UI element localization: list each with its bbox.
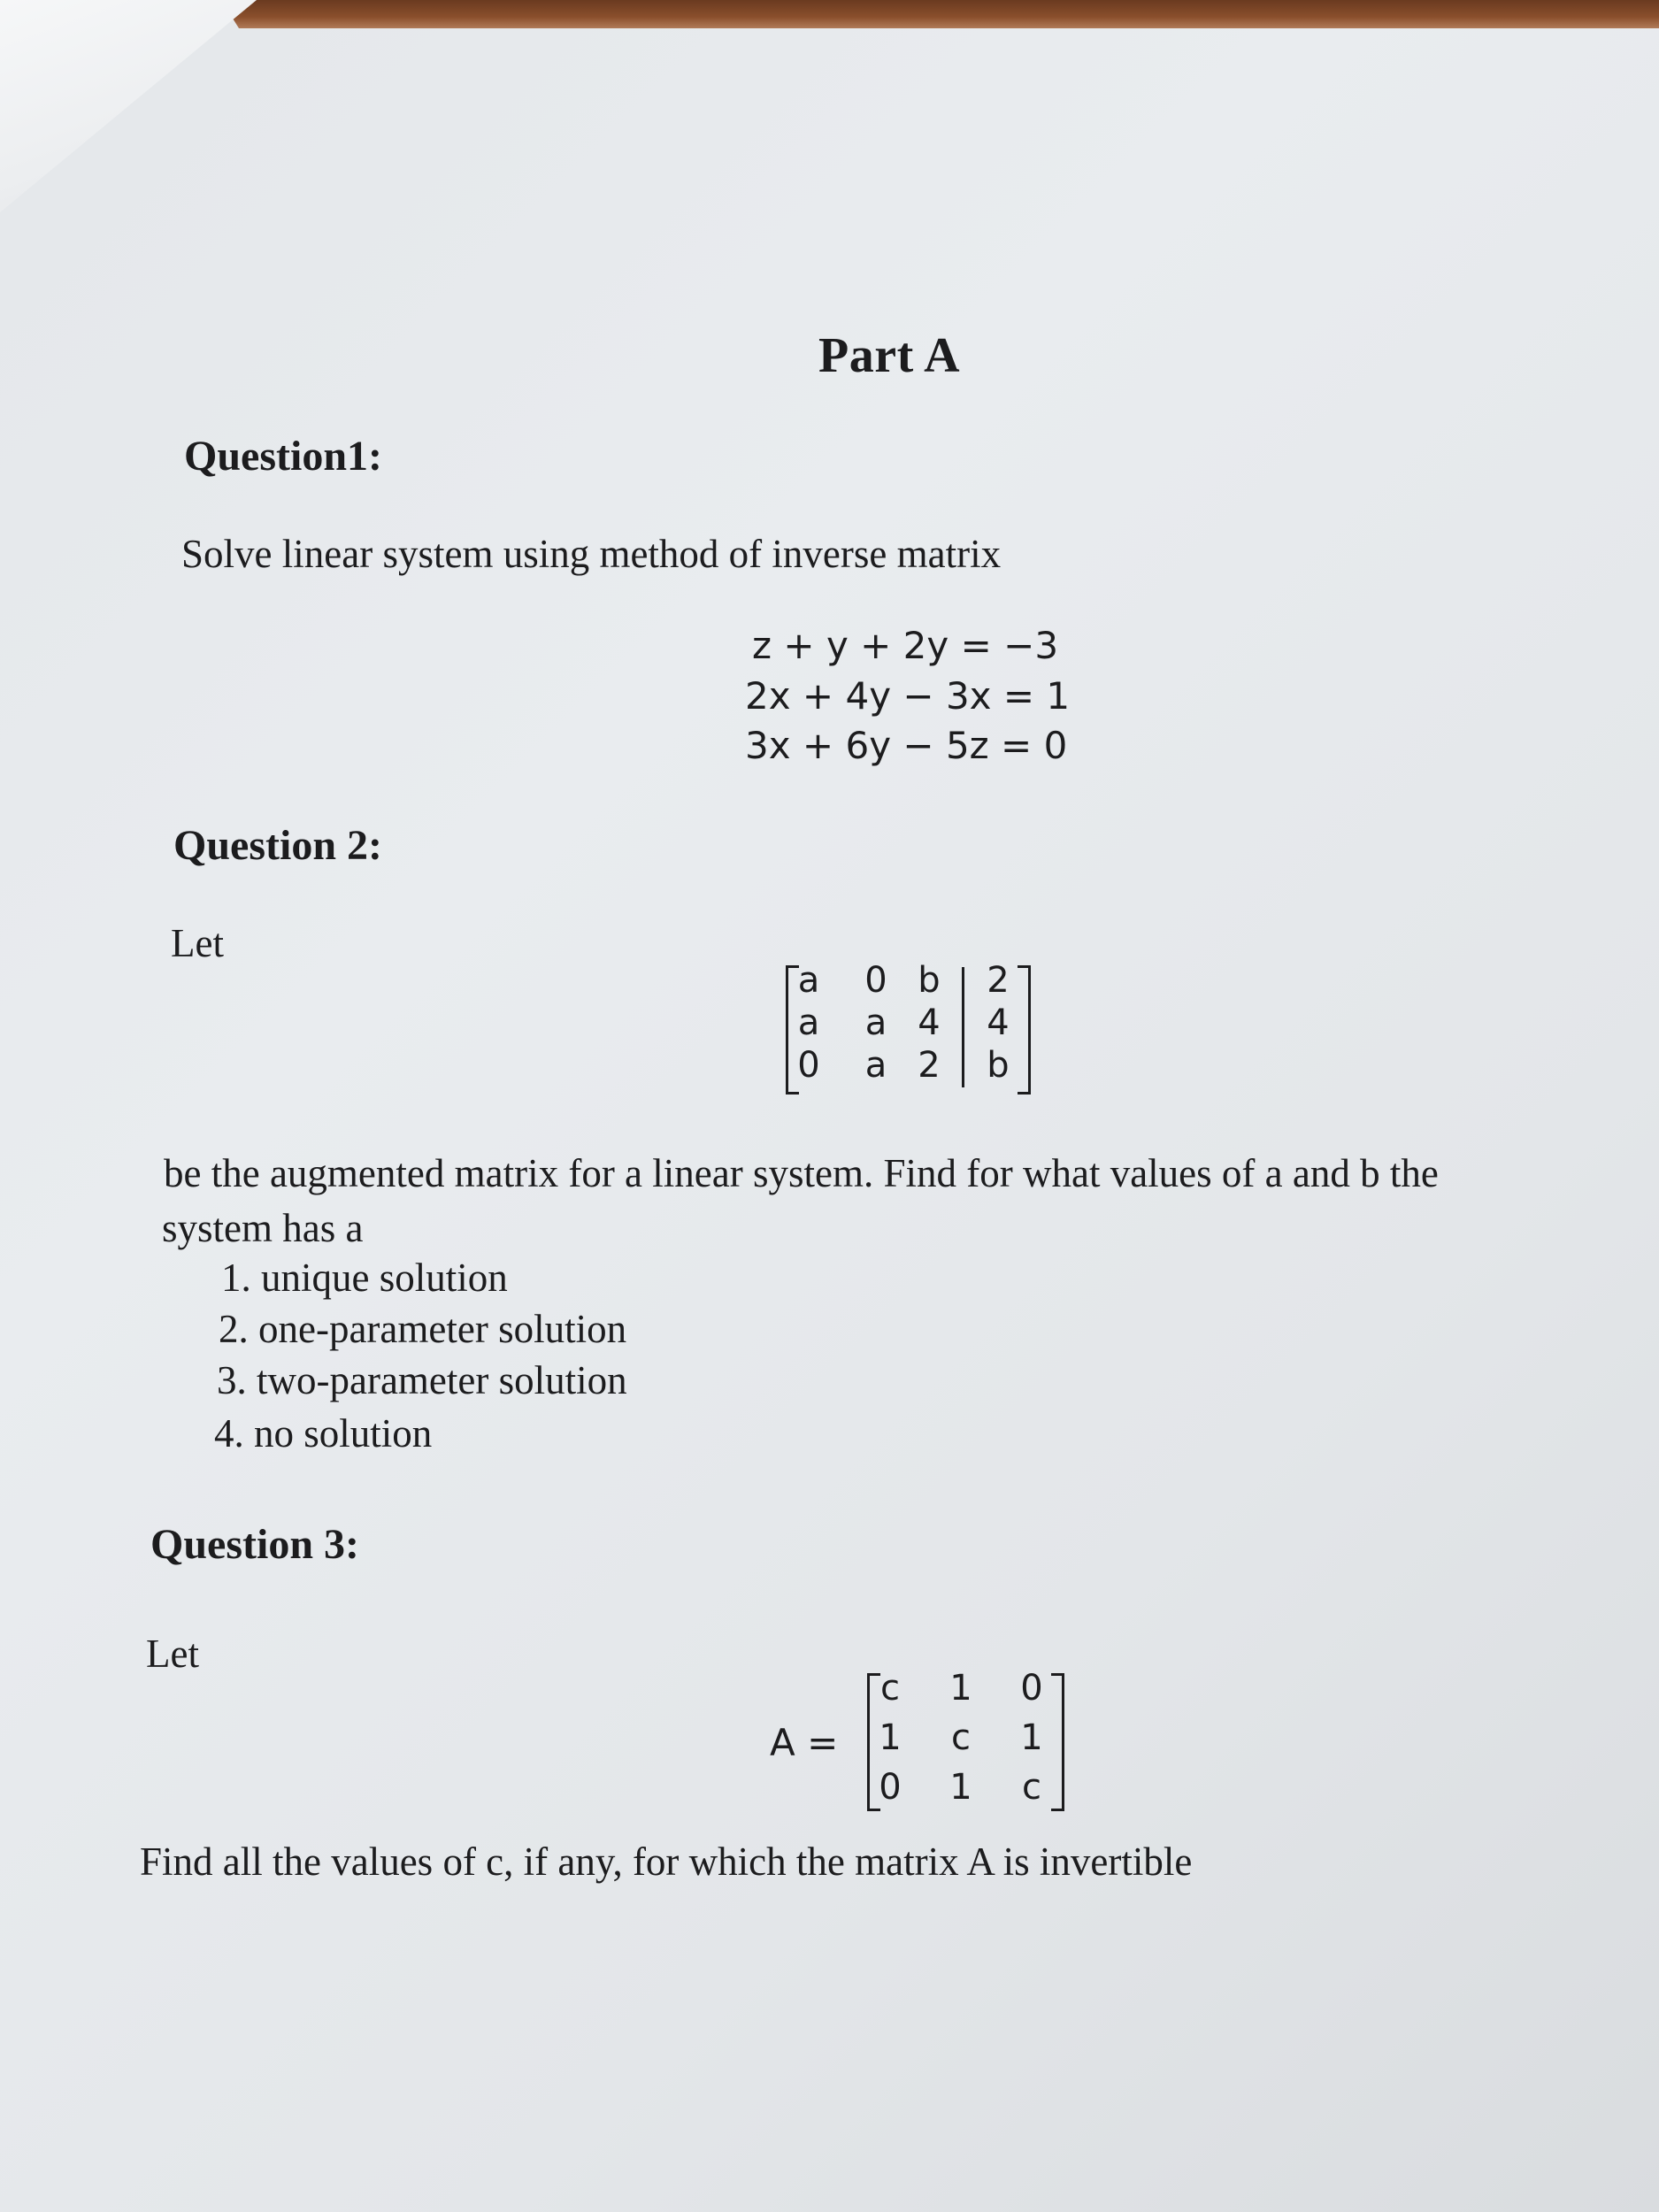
matrix-cell: a — [864, 1045, 887, 1086]
option-item-1: 1. unique solution — [221, 1256, 508, 1300]
question2-description-line2: system has a — [162, 1206, 364, 1250]
matrix-A-cell: c — [1022, 1767, 1041, 1808]
equation-3: 3x + 6y − 5z = 0 — [745, 724, 1068, 767]
question2-heading: Question 2: — [173, 822, 383, 869]
question2-let: Let — [171, 921, 224, 965]
matrix-cell: a — [864, 1002, 887, 1043]
augment-divider — [962, 967, 964, 1087]
matrix-cell: b — [987, 1045, 1010, 1086]
matrix-A-cell: 1 — [1020, 1717, 1043, 1758]
page-title: Part A — [818, 328, 961, 383]
matrix-A-label: A = — [770, 1721, 839, 1764]
matrix-A — [770, 1668, 1071, 1818]
equation-1: z + y + 2y = −3 — [752, 624, 1059, 667]
option-item-3: 3. two-parameter solution — [217, 1358, 627, 1402]
matrix-cell: 2 — [987, 960, 1010, 1001]
question1-instruction: Solve linear system using method of inverse matrix — [181, 532, 1002, 576]
matrix-A-cell: c — [951, 1717, 971, 1758]
option-item-2: 2. one-parameter solution — [219, 1307, 627, 1351]
matrix-A-right-bracket — [1051, 1673, 1064, 1811]
matrix-cell: 0 — [864, 960, 887, 1001]
paper-fold-corner — [0, 0, 257, 212]
question3-let: Let — [146, 1632, 199, 1676]
question2-description-line1: be the augmented matrix for a linear system. Find for what values of a and b the — [164, 1151, 1439, 1195]
matrix-A-cell: c — [880, 1668, 900, 1709]
matrix-cell: b — [918, 960, 941, 1001]
augmented-matrix — [779, 960, 1062, 1102]
matrix-cell: 4 — [987, 1002, 1010, 1043]
matrix-cell: a — [797, 1002, 820, 1043]
matrix-A-cell: 0 — [879, 1767, 902, 1808]
option-item-4: 4. no solution — [214, 1411, 433, 1455]
question1-heading: Question1: — [184, 433, 383, 480]
matrix-cell: 2 — [918, 1045, 941, 1086]
matrix-right-bracket — [1018, 965, 1031, 1094]
matrix-cell: 4 — [918, 1002, 941, 1043]
matrix-cell: 0 — [797, 1045, 820, 1086]
matrix-A-cell: 0 — [1020, 1668, 1043, 1709]
question3-heading: Question 3: — [150, 1521, 360, 1568]
matrix-cell: a — [797, 960, 820, 1001]
matrix-A-cell: 1 — [949, 1767, 972, 1808]
matrix-A-cell: 1 — [949, 1668, 972, 1709]
question3-prompt: Find all the values of c, if any, for which the matrix A is invertible — [140, 1839, 1193, 1884]
matrix-A-cell: 1 — [879, 1717, 902, 1758]
equation-2: 2x + 4y − 3x = 1 — [745, 674, 1071, 718]
